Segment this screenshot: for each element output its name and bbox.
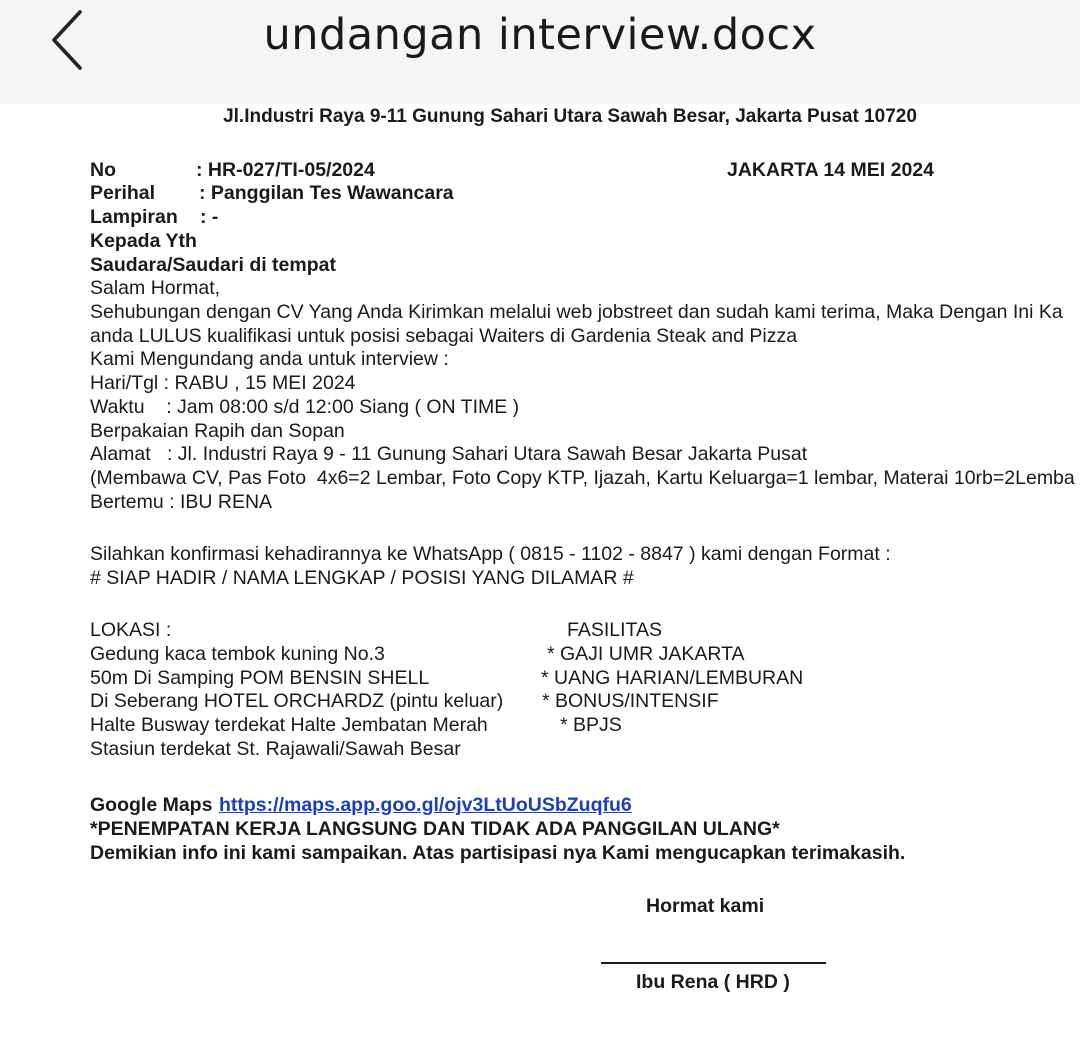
facility-item: * GAJI UMR JAKARTA xyxy=(547,643,745,665)
lampiran-label: Lampiran xyxy=(90,206,178,228)
lampiran-value: : - xyxy=(200,206,219,228)
confirmation-format: # SIAP HADIR / NAMA LENGKAP / POSISI YANG DILAMAR # xyxy=(90,567,634,589)
location-item: Gedung kaca tembok kuning No.3 xyxy=(90,643,385,665)
no-label: No xyxy=(90,159,116,181)
location-item: Halte Busway terdekat Halte Jembatan Merah xyxy=(90,714,488,736)
paragraph-line: anda LULUS kualifikasi untuk posisi sebagai Waiters di Gardenia Steak and Pizza xyxy=(90,325,798,347)
dress-code: Berpakaian Rapih dan Sopan xyxy=(90,420,345,442)
location-heading: LOKASI : xyxy=(90,619,172,641)
signature-salutation: Hormat kami xyxy=(646,895,765,917)
address-header: Jl.Industri Raya 9-11 Gunung Sahari Utara Sawah Besar, Jakarta Pusat 10720 xyxy=(223,106,917,127)
interview-date: Hari/Tgl : RABU , 15 MEI 2024 xyxy=(90,372,356,394)
confirmation-instruction: Silahkan konfirmasi kehadirannya ke WhatsApp ( 0815 - 1102 - 8847 ) kami dengan Format : xyxy=(90,543,891,565)
facility-item: * UANG HARIAN/LEMBURAN xyxy=(541,667,804,689)
recipient-line2: Saudara/Saudari di tempat xyxy=(90,254,336,276)
document-title: undangan interview.docx xyxy=(263,10,817,60)
contact-person: Bertemu : IBU RENA xyxy=(90,491,273,513)
facility-item: * BPJS xyxy=(560,714,622,736)
invite-line: Kami Mengundang anda untuk interview : xyxy=(90,348,449,370)
maps-label: Google Maps xyxy=(90,794,213,816)
greeting: Salam Hormat, xyxy=(90,277,221,299)
location-item: Di Seberang HOTEL ORCHARDZ (pintu keluar) xyxy=(90,690,504,712)
no-value: : HR-027/TI-05/2024 xyxy=(196,159,375,181)
placement-notice: *PENEMPATAN KERJA LANGSUNG DAN TIDAK ADA PANGGILAN ULANG* xyxy=(90,818,780,840)
location-item: 50m Di Samping POM BENSIN SHELL xyxy=(90,667,430,689)
signature-name: Ibu Rena ( HRD ) xyxy=(636,971,790,993)
perihal-label: Perihal xyxy=(90,182,156,204)
facility-item: * BONUS/INTENSIF xyxy=(542,690,719,712)
letter-date: JAKARTA 14 MEI 2024 xyxy=(727,159,934,181)
documents-to-bring: (Membawa CV, Pas Foto 4x6=2 Lembar, Foto Copy KTP, Ijazah, Kartu Keluarga=1 lembar, Materai 10rb=2Lemba xyxy=(90,467,1075,489)
closing-line: Demikian info ini kami sampaikan. Atas partisipasi nya Kami mengucapkan terimakasih. xyxy=(90,842,906,864)
perihal-value: : Panggilan Tes Wawancara xyxy=(199,182,454,204)
signature-line xyxy=(601,962,826,964)
interview-time: Waktu : Jam 08:00 s/d 12:00 Siang ( ON TIME ) xyxy=(90,396,520,418)
google-maps-link[interactable]: https://maps.app.goo.gl/ojv3LtUoUSbZuqfu6 xyxy=(219,794,632,816)
recipient-line1: Kepada Yth xyxy=(90,230,197,252)
interview-address: Alamat : Jl. Industri Raya 9 - 11 Gunung Sahari Utara Sawah Besar Jakarta Pusat xyxy=(90,443,808,465)
location-item: Stasiun terdekat St. Rajawali/Sawah Besar xyxy=(90,738,461,760)
facilities-heading: FASILITAS xyxy=(567,619,663,641)
paragraph-line: Sehubungan dengan CV Yang Anda Kirimkan melalui web jobstreet dan sudah kami terima, Maka Dengan Ini Ka xyxy=(90,301,1063,323)
